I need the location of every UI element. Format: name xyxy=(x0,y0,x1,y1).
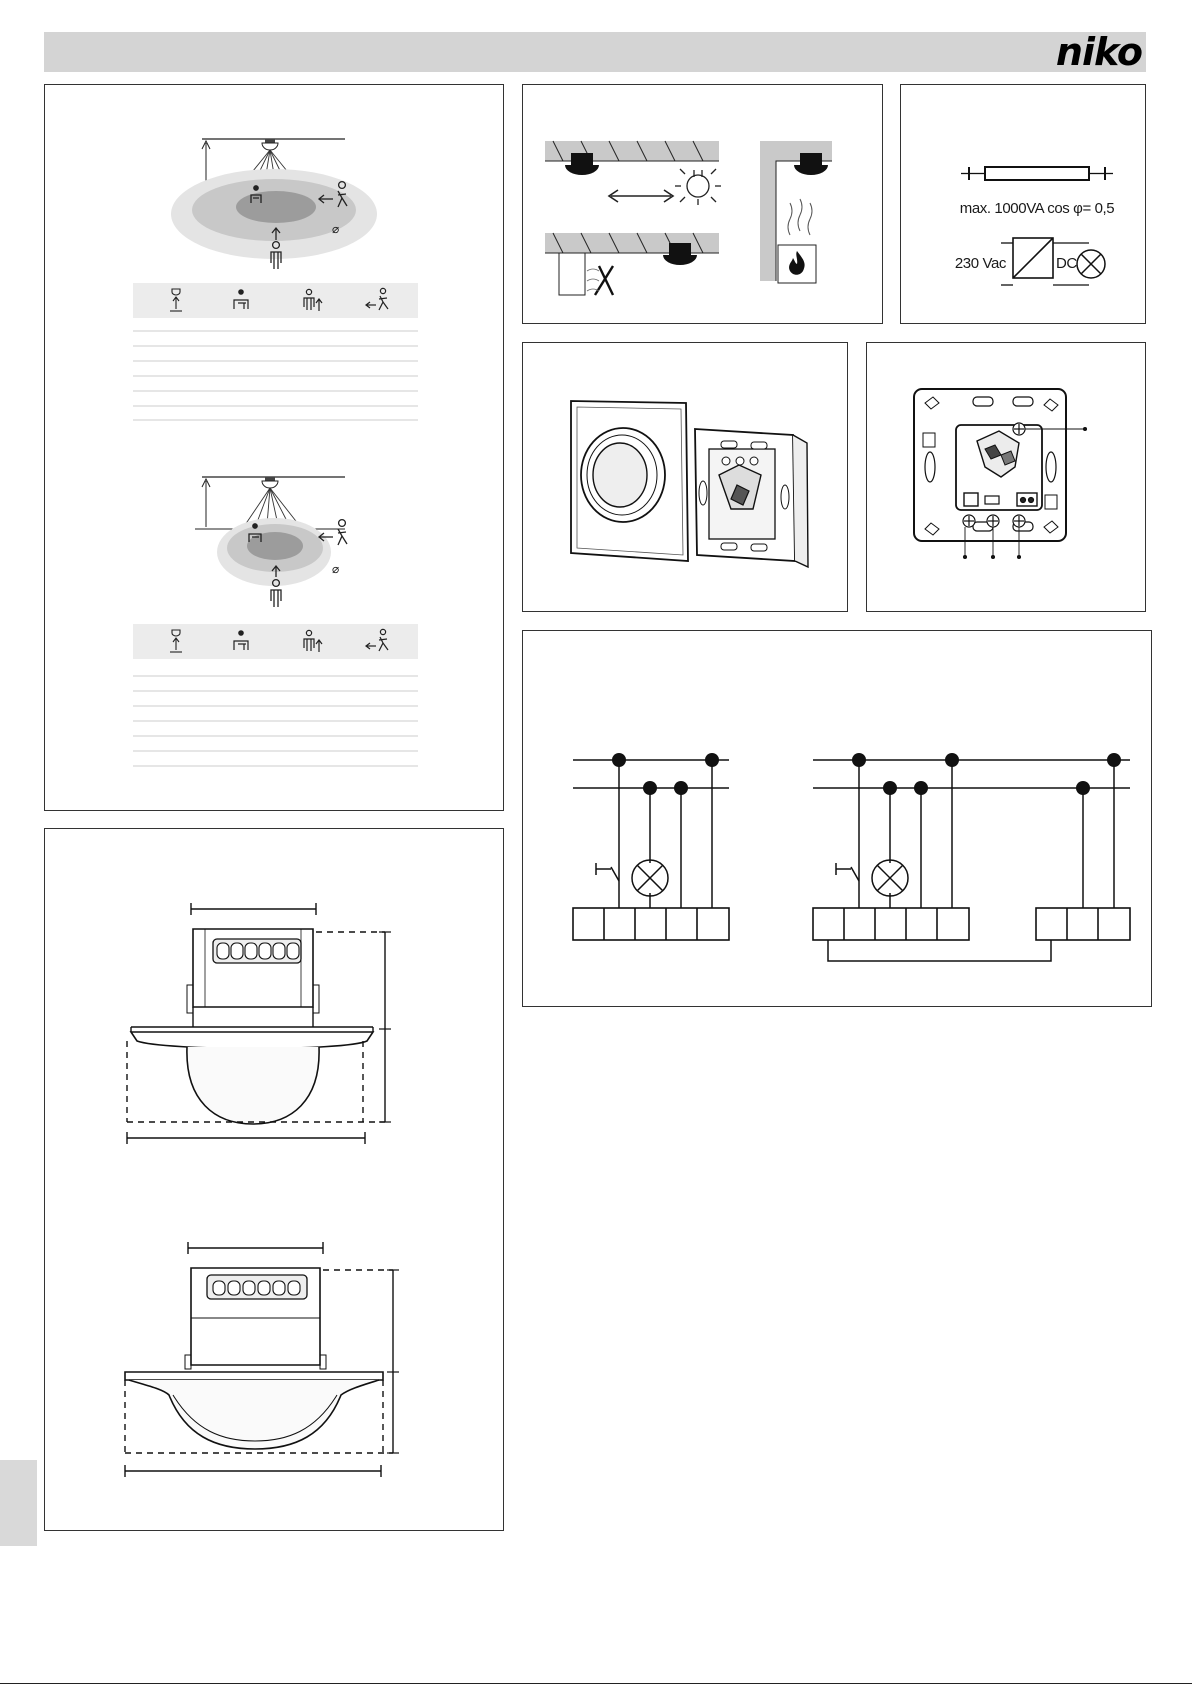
double-arrow-icon xyxy=(609,190,673,202)
panel-detection-zones xyxy=(44,84,504,811)
mounting-frame xyxy=(695,429,808,567)
diameter-symbol: ⌀ xyxy=(332,222,340,236)
cover-plate xyxy=(571,401,688,561)
header-bar xyxy=(44,32,1146,72)
detection-table-b xyxy=(133,624,418,766)
fluorescent-tube-icon xyxy=(961,167,1113,180)
terminal-block-slave xyxy=(1036,908,1130,940)
detection-diagram xyxy=(45,85,505,812)
niko-logo: niko xyxy=(1055,30,1142,74)
dimension-drawings xyxy=(45,829,505,1532)
panel-device-assembly xyxy=(522,342,848,612)
terminal-block xyxy=(573,908,729,940)
panel-wiring xyxy=(522,630,1152,1007)
dc-label: DC xyxy=(1056,255,1077,272)
detection-zone-diagram-b xyxy=(195,477,347,607)
light-bulb-icon xyxy=(675,169,721,205)
terminal-block-master xyxy=(813,908,969,940)
obstacle-icon xyxy=(559,253,585,295)
dimension-drawing-a xyxy=(127,903,391,1144)
lamp-icon xyxy=(632,860,668,896)
diameter-symbol: ⌀ xyxy=(332,562,340,576)
lamp-icon xyxy=(1077,250,1105,278)
wiring-diagram xyxy=(523,631,1153,1008)
table-rows xyxy=(133,676,418,766)
device-assembly-drawing xyxy=(523,343,849,613)
heat-source-icon xyxy=(778,199,816,283)
supply-voltage-label: 230 Vac xyxy=(954,255,1006,272)
panel-dimensions xyxy=(44,828,504,1531)
sensor-icon xyxy=(262,477,278,488)
zone-inner xyxy=(247,532,303,560)
terminal-drawing xyxy=(867,343,1147,613)
footer-rule xyxy=(0,1683,1192,1684)
side-tab xyxy=(0,1460,37,1546)
zone-inner xyxy=(236,191,316,223)
panel-terminal-view xyxy=(866,342,1146,612)
dimension-drawing-b xyxy=(125,1242,399,1477)
detection-table-a xyxy=(133,283,418,420)
load-diagram xyxy=(901,85,1147,325)
table-rows xyxy=(133,331,418,420)
walking-across-icon xyxy=(319,520,347,545)
panel-load-specification xyxy=(900,84,1146,324)
sensor-icon xyxy=(262,139,278,150)
fluorescent-rating-label: max. 1000VA cos φ= 0,5 xyxy=(959,200,1115,217)
installation-diagram xyxy=(523,85,884,325)
lamp-icon xyxy=(872,860,908,896)
panel-installation-position xyxy=(522,84,883,324)
detection-zone-diagram-a xyxy=(171,139,377,269)
